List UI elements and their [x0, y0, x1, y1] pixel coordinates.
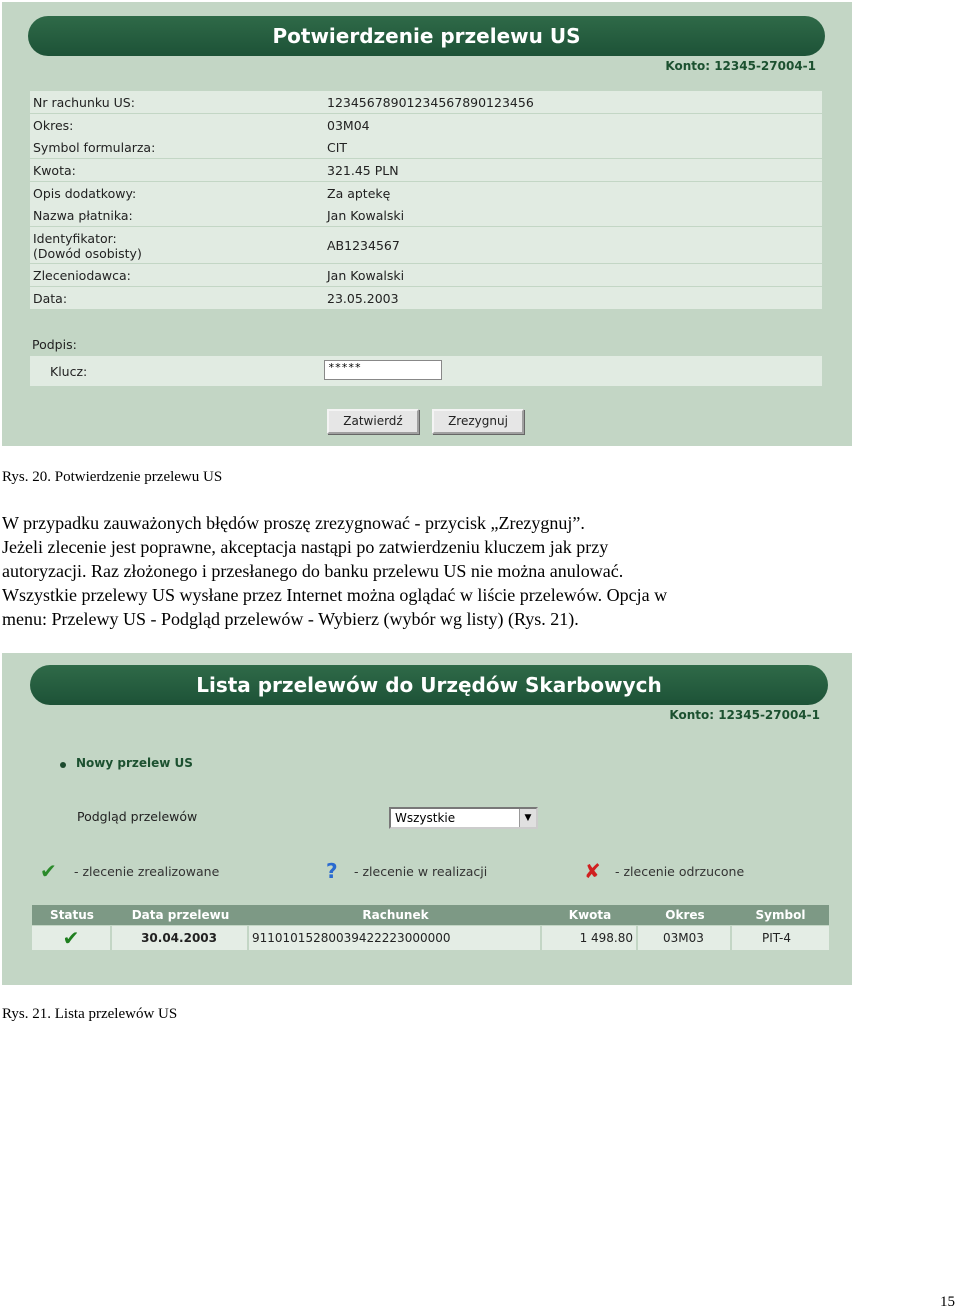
field-value: Jan Kowalski [327, 208, 405, 223]
cell-amount: 1 498.80 [542, 926, 638, 950]
col-period: Okres [665, 908, 705, 922]
table-header [32, 905, 829, 925]
cell-account: 91101015280039422223000000 [249, 926, 542, 950]
cell-date: 30.04.2003 [112, 926, 249, 950]
transfer-list-title: Lista przelewów do Urzędów Skarbowych [30, 665, 828, 705]
field-value: Jan Kowalski [327, 268, 405, 283]
key-input[interactable]: ***** [324, 360, 442, 380]
page-number: 15 [940, 1294, 955, 1310]
field-value: 23.05.2003 [327, 291, 399, 306]
transfer-list-screenshot [2, 653, 852, 985]
field-label: Symbol formularza: [33, 140, 156, 155]
field-value: 12345678901234567890123456 [327, 95, 534, 110]
field-value: 03M04 [327, 118, 370, 133]
field-row-period [30, 114, 822, 136]
dropdown-arrow-icon[interactable]: ▼ [519, 809, 536, 827]
field-value: Za aptekę [327, 186, 391, 201]
question-icon: ? [326, 859, 338, 883]
field-row-amount [30, 159, 822, 181]
check-icon: ✔ [40, 859, 57, 883]
field-label: Kwota: [33, 163, 76, 178]
key-row [30, 356, 822, 386]
field-row-payer [30, 204, 822, 226]
field-row-form-symbol [30, 136, 822, 158]
legend-in-progress: - zlecenie w realizacji [354, 864, 488, 879]
legend-rejected: - zlecenie odrzucone [615, 864, 745, 879]
preview-label: Podgląd przelewów [77, 809, 198, 824]
field-row-description [30, 182, 822, 204]
field-row-orderer [30, 264, 822, 286]
field-label: Okres: [33, 118, 74, 133]
filter-select[interactable] [389, 807, 538, 829]
filter-select-value: Wszystkie [395, 811, 456, 825]
key-label: Klucz: [50, 364, 88, 379]
col-amount: Kwota [568, 908, 612, 922]
signature-title: Podpis: [32, 337, 77, 352]
field-label: Zleceniodawca: [33, 268, 131, 283]
new-transfer-link[interactable]: Nowy przelew US [76, 756, 193, 770]
field-label: Data: [33, 291, 68, 306]
figure-caption-21: Rys. 21. Lista przelewów US [2, 1006, 178, 1022]
confirmation-title: Potwierdzenie przelewu US [28, 16, 825, 56]
field-label: Opis dodatkowy: [33, 186, 137, 201]
cell-period: 03M03 [638, 926, 732, 950]
bullet-icon [60, 762, 66, 768]
field-row-identifier [30, 227, 822, 263]
table-row[interactable] [32, 926, 829, 950]
field-row-date [30, 287, 822, 309]
paragraph-line: Wszystkie przelewy US wysłane przez Internet można oglądać w liście przelewów. Opcja w [2, 585, 668, 605]
body-paragraph [2, 511, 952, 631]
field-value: 321.45 PLN [327, 163, 399, 178]
account-number: Konto: 12345-27004-1 [669, 708, 820, 722]
legend-done: - zlecenie zrealizowane [74, 864, 220, 879]
field-value: CIT [327, 140, 348, 155]
col-account: Rachunek [362, 908, 429, 922]
paragraph-line: autoryzacji. Raz złożonego i przesłanego do banku przelewu US nie można anulować. [2, 561, 624, 581]
col-symbol: Symbol [755, 908, 806, 922]
cancel-button[interactable]: Zrezygnuj [432, 409, 524, 434]
paragraph-line: Jeżeli zlecenie jest poprawne, akceptacja nastąpi po zatwierdzeniu kluczem jak przy [2, 537, 609, 557]
status-check-icon: ✔ [32, 926, 112, 950]
field-label: Identyfikator: [33, 231, 117, 246]
field-label: Nazwa płatnika: [33, 208, 133, 223]
field-value: AB1234567 [327, 238, 400, 253]
confirm-button[interactable]: Zatwierdź [327, 409, 419, 434]
paragraph-line: W przypadku zauważonych błędów proszę zrezygnować - przycisk „Zrezygnuj”. [2, 513, 585, 533]
cross-icon: ✘ [584, 859, 601, 883]
col-date: Data przelewu [131, 908, 230, 922]
paragraph-line: menu: Przelewy US - Podgląd przelewów - Wybierz (wybór wg listy) (Rys. 21). [2, 609, 579, 629]
account-number: Konto: 12345-27004-1 [665, 59, 816, 73]
col-status: Status [50, 908, 94, 922]
field-label: Nr rachunku US: [33, 95, 135, 110]
confirmation-screenshot [2, 2, 852, 446]
figure-caption-20: Rys. 20. Potwierdzenie przelewu US [2, 469, 223, 485]
field-label-sub: (Dowód osobisty) [33, 246, 142, 261]
field-row-account [30, 91, 822, 113]
cell-symbol: PIT-4 [762, 931, 791, 945]
